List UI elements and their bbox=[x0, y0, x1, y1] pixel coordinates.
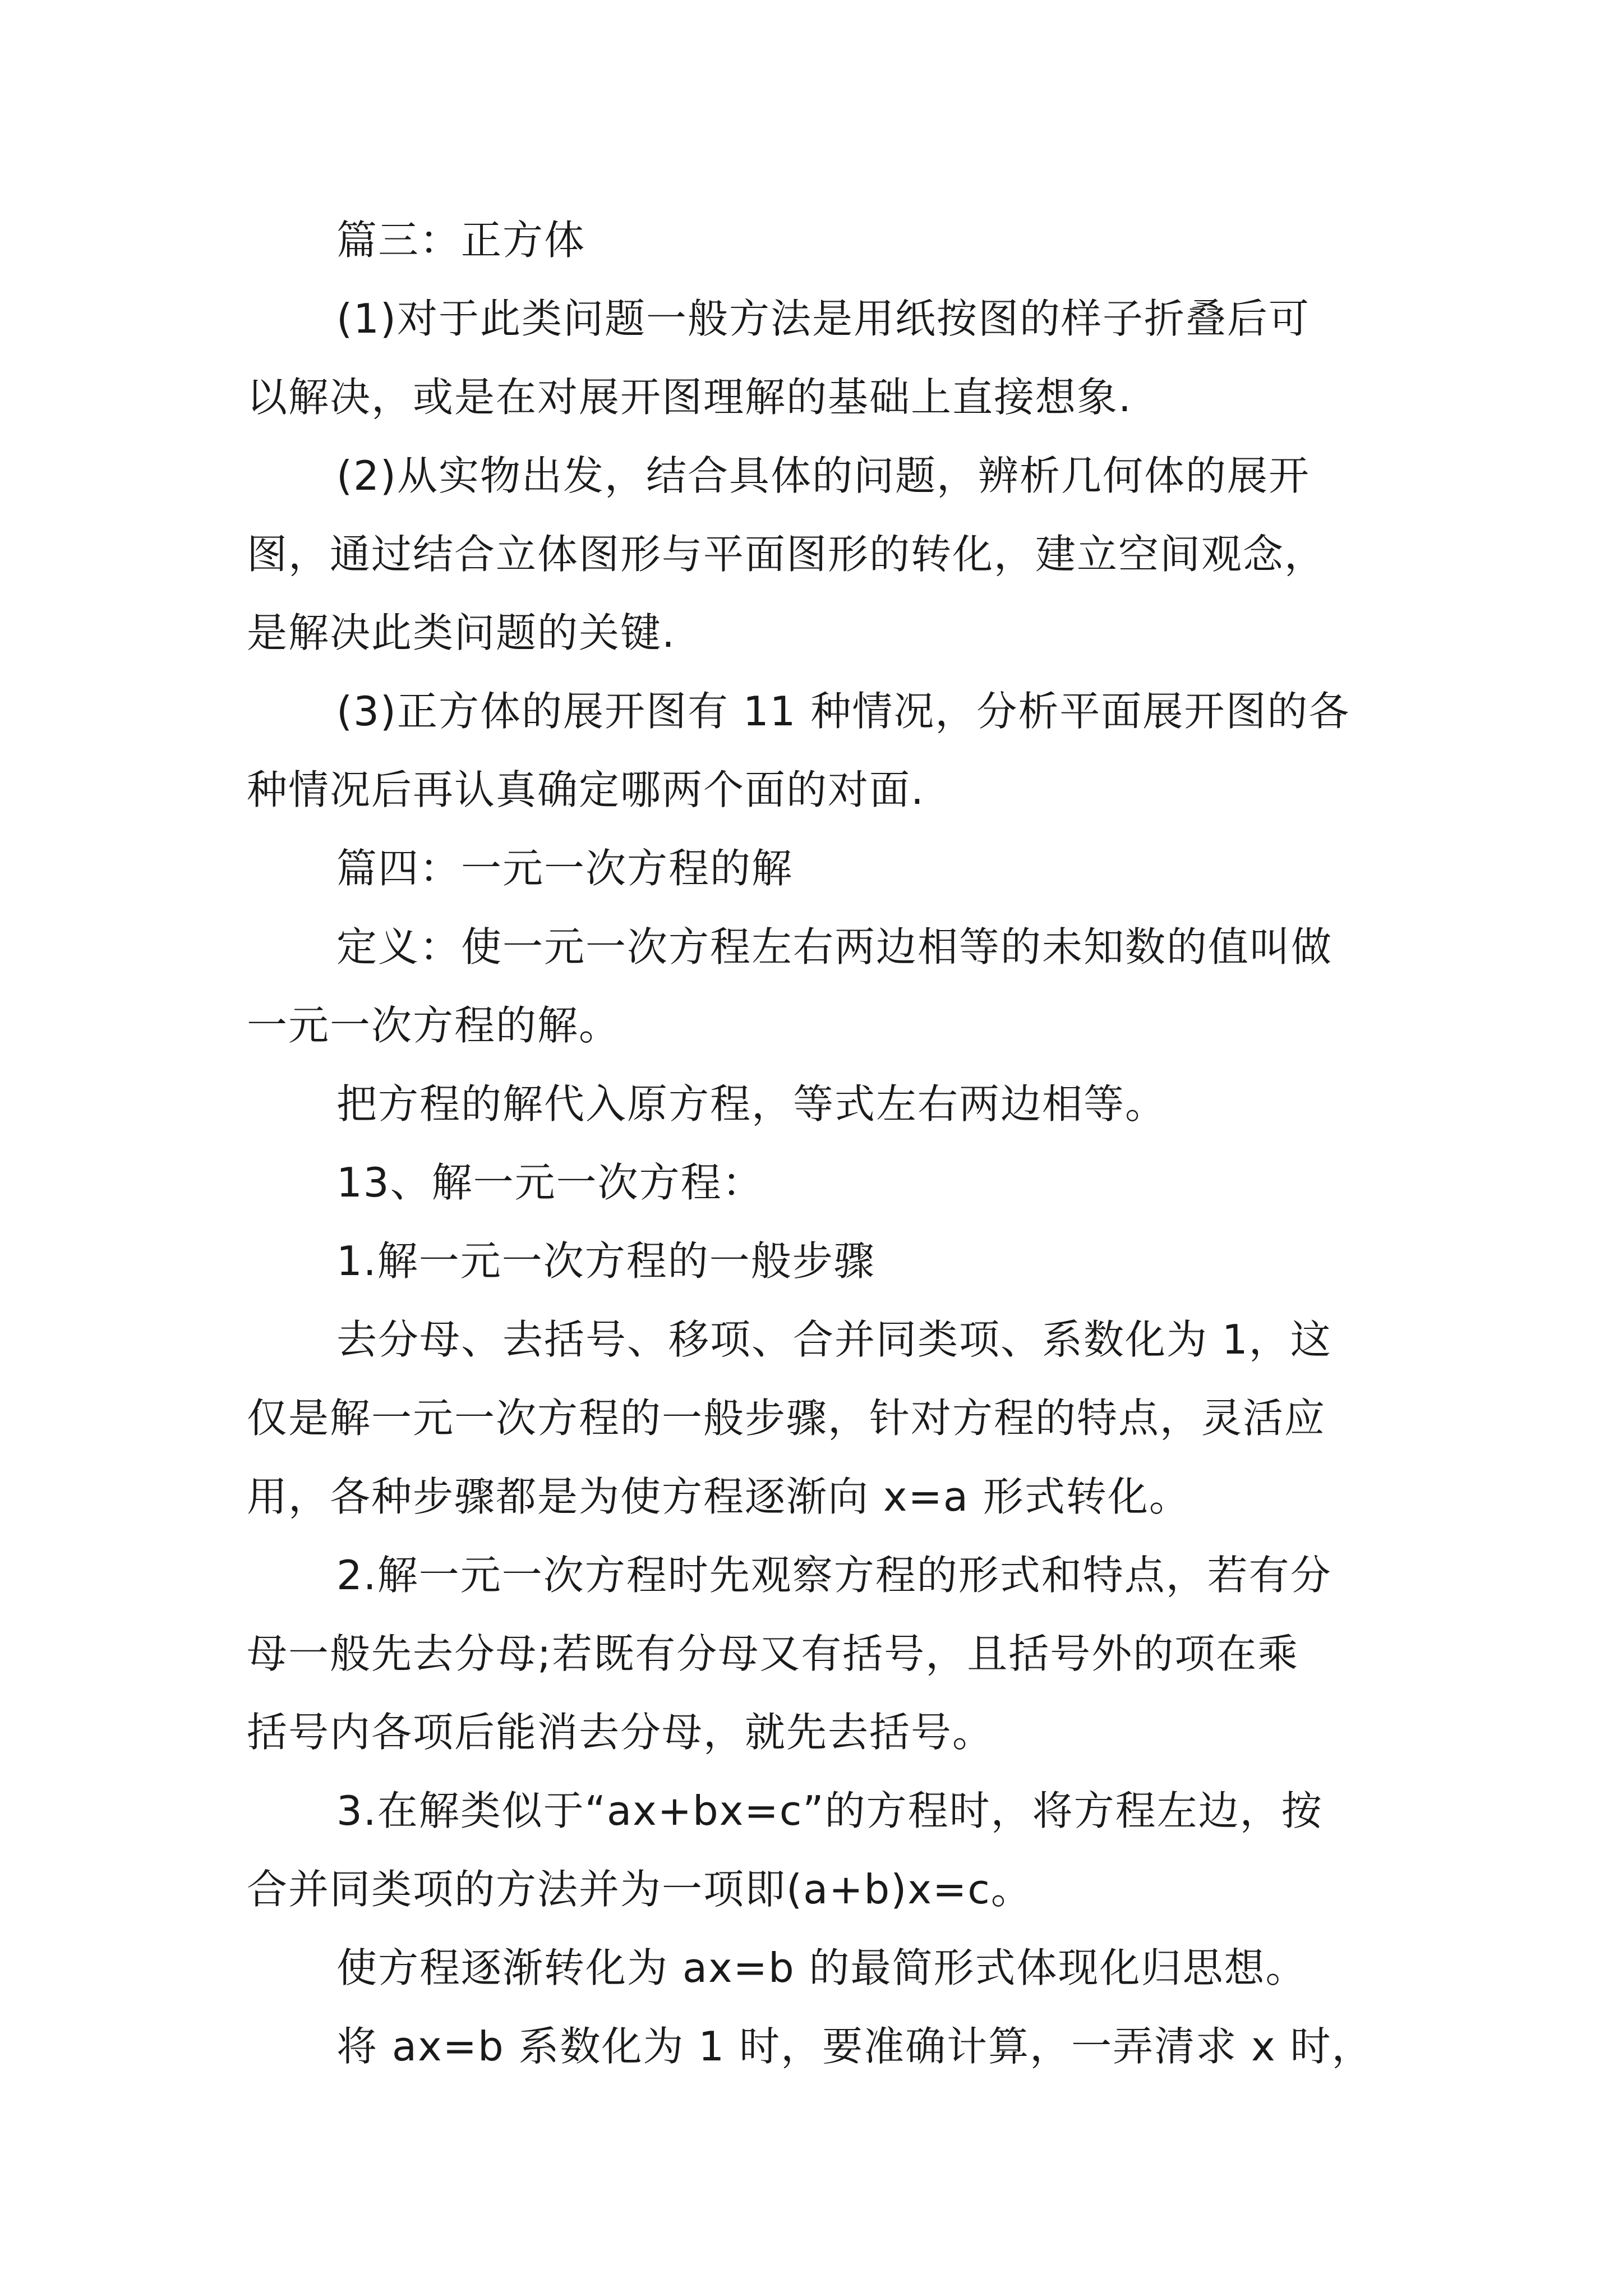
text-line: (2)从实物出发，结合具体的问题，辨析几何体的展开 bbox=[336, 452, 1310, 499]
text-line: 去分母、去括号、移项、合并同类项、系数化为 1，这 bbox=[336, 1316, 1332, 1363]
section-heading: 篇三：正方体 bbox=[336, 217, 586, 264]
text-line: 2.解一元一次方程时先观察方程的形式和特点，若有分 bbox=[336, 1552, 1332, 1599]
text-line: (3)正方体的展开图有 11 种情况，分析平面展开图的各 bbox=[336, 688, 1350, 735]
text-line: 是解决此类问题的关键. bbox=[247, 609, 676, 656]
text-line: 种情况后再认真确定哪两个面的对面. bbox=[247, 766, 925, 813]
text-line: 使方程逐渐转化为 ax=b 的最简形式体现化归思想。 bbox=[336, 1944, 1307, 1991]
text-line: 13、解一元一次方程： bbox=[336, 1159, 764, 1206]
text-line: 合并同类项的方法并为一项即(a+b)x=c。 bbox=[247, 1866, 1032, 1913]
text-line: 括号内各项后能消去分母，就先去括号。 bbox=[247, 1709, 994, 1756]
text-line: (1)对于此类问题一般方法是用纸按图的样子折叠后可 bbox=[336, 295, 1310, 342]
text-line: 一元一次方程的解。 bbox=[247, 1002, 621, 1049]
text-line: 把方程的解代入原方程，等式左右两边相等。 bbox=[336, 1080, 1167, 1128]
text-line: 1.解一元一次方程的一般步骤 bbox=[336, 1237, 875, 1285]
text-line: 将 ax=b 系数化为 1 时，要准确计算，一弄清求 x 时， bbox=[336, 2023, 1373, 2070]
section-heading: 篇四：一元一次方程的解 bbox=[336, 845, 794, 892]
text-line: 以解决，或是在对展开图理解的基础上直接想象. bbox=[247, 374, 1132, 421]
text-line: 母一般先去分母;若既有分母又有括号，且括号外的项在乘 bbox=[247, 1630, 1299, 1677]
text-line: 定义：使一元一次方程左右两边相等的未知数的值叫做 bbox=[336, 923, 1333, 970]
text-line: 图，通过结合立体图形与平面图形的转化，建立空间观念， bbox=[247, 531, 1326, 578]
text-line: 用，各种步骤都是为使方程逐渐向 x=a 形式转化。 bbox=[247, 1473, 1191, 1520]
text-line: 仅是解一元一次方程的一般步骤，针对方程的特点，灵活应 bbox=[247, 1395, 1326, 1442]
text-line: 3.在解类似于“ax+bx=c”的方程时，将方程左边，按 bbox=[336, 1787, 1323, 1834]
